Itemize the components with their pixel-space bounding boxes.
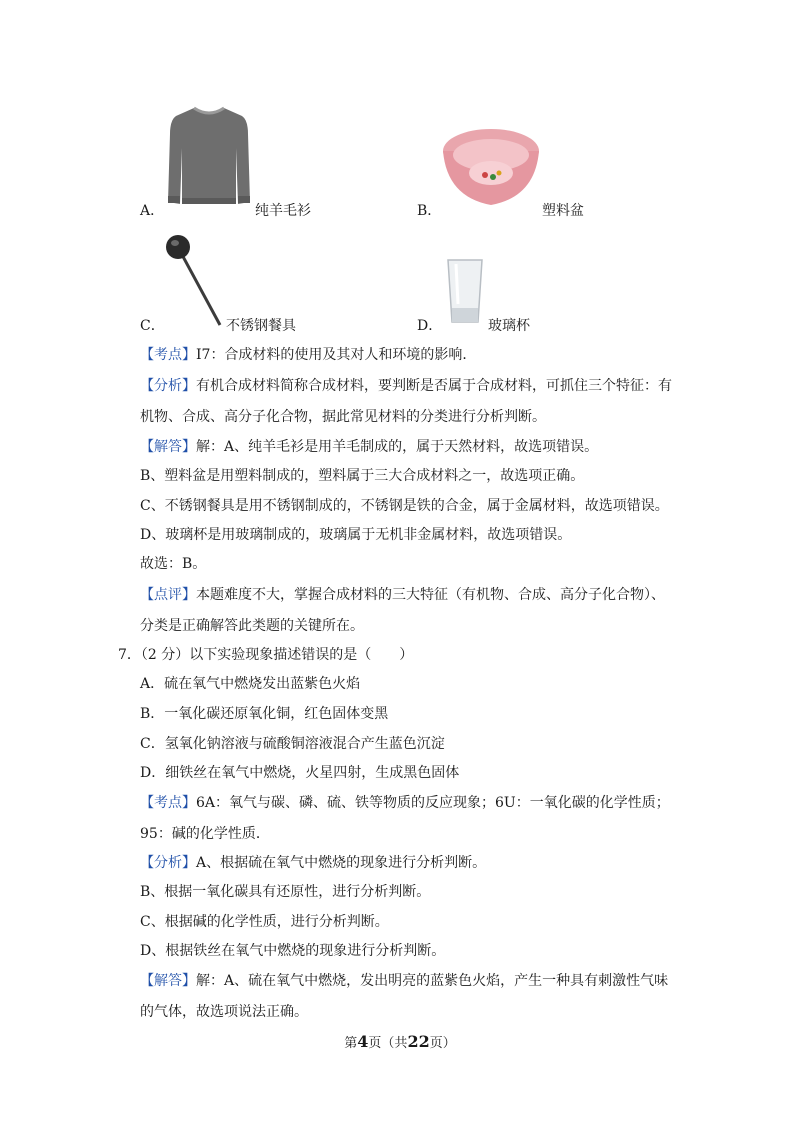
q7-option-c: C．氢氧化钠溶液与硫酸铜溶液混合产生蓝色沉淀 <box>140 736 445 752</box>
q6-fenxi-line2: 机物、合成、高分子化合物，据此常见材料的分类进行分析判断。 <box>140 409 546 425</box>
q7-fenxi-line4: D、根据铁丝在氧气中燃烧的现象进行分析判断。 <box>140 943 446 959</box>
page-footer: 第4页（共22页） <box>344 1032 456 1051</box>
q7-jieda-line2: 的气体，故选项说法正确。 <box>140 1004 308 1020</box>
q6-fenxi-line1: 【分析】有机合成材料简称合成材料，要判断是否属于合成材料，可抓住三个特征：有 <box>140 378 672 394</box>
q7-jieda-line1: 【解答】解：A、硫在氧气中燃烧，发出明亮的蓝紫色火焰，产生一种具有刺激性气味 <box>140 973 669 989</box>
q7-option-a: A．硫在氧气中燃烧发出蓝紫色火焰 <box>140 676 361 692</box>
q6-jieda-line2: B、塑料盆是用塑料制成的，塑料属于三大合成材料之一，故选项正确。 <box>140 468 585 484</box>
q6-dianping-line2: 分类是正确解答此类题的关键所在。 <box>140 618 364 634</box>
option-a-label: 纯羊毛衫 <box>255 203 311 219</box>
option-d-label: 玻璃杯 <box>488 318 530 334</box>
q7-fenxi-line1: 【分析】A、根据硫在氧气中燃烧的现象进行分析判断。 <box>140 855 487 871</box>
q6-jieda-line1: 【解答】解：A、纯羊毛衫是用羊毛制成的，属于天然材料，故选项错误。 <box>140 439 599 455</box>
sweater-icon <box>166 104 252 208</box>
page-number: 4 <box>357 1032 369 1051</box>
q7-option-b: B．一氧化碳还原氧化铜，红色固体变黑 <box>140 706 389 722</box>
q6-jieda-line3: C、不锈钢餐具是用不锈钢制成的，不锈钢是铁的合金，属于金属材料，故选项错误。 <box>140 498 669 514</box>
option-b-letter: B． <box>417 203 442 219</box>
plastic-basin-icon <box>441 125 541 209</box>
q6-kaodian: 【考点】I7：合成材料的使用及其对人和环境的影响． <box>140 347 477 363</box>
q7-kaodian-line1: 【考点】6A：氧气与碳、磷、硫、铁等物质的反应现象；6U：一氧化碳的化学性质； <box>140 795 670 811</box>
q7-kaodian-line2: 95：碱的化学性质． <box>140 826 270 842</box>
option-c-letter: C． <box>140 318 165 334</box>
q7-fenxi-line2: B、根据一氧化碳具有还原性，进行分析判断。 <box>140 884 431 900</box>
q6-answer: 故选：B。 <box>140 556 207 572</box>
q7-option-d: D．细铁丝在氧气中燃烧，火星四射，生成黑色固体 <box>140 765 460 781</box>
q7-stem: 7．（2 分）以下实验现象描述错误的是（ ） <box>118 647 414 663</box>
option-d-letter: D． <box>417 318 443 334</box>
glass-cup-icon <box>446 258 484 326</box>
q7-fenxi-line3: C、根据碱的化学性质，进行分析判断。 <box>140 914 389 930</box>
option-a-letter: A． <box>140 203 165 219</box>
option-b-label: 塑料盆 <box>542 203 584 219</box>
total-pages: 22 <box>407 1032 430 1051</box>
option-c-label: 不锈钢餐具 <box>226 318 296 334</box>
q6-jieda-line4: D、玻璃杯是用玻璃制成的，玻璃属于无机非金属材料，故选项错误。 <box>140 527 572 543</box>
ladle-icon <box>164 233 226 329</box>
q6-dianping-line1: 【点评】本题难度不大，掌握合成材料的三大特征（有机物、合成、高分子化合物）、 <box>140 587 665 603</box>
